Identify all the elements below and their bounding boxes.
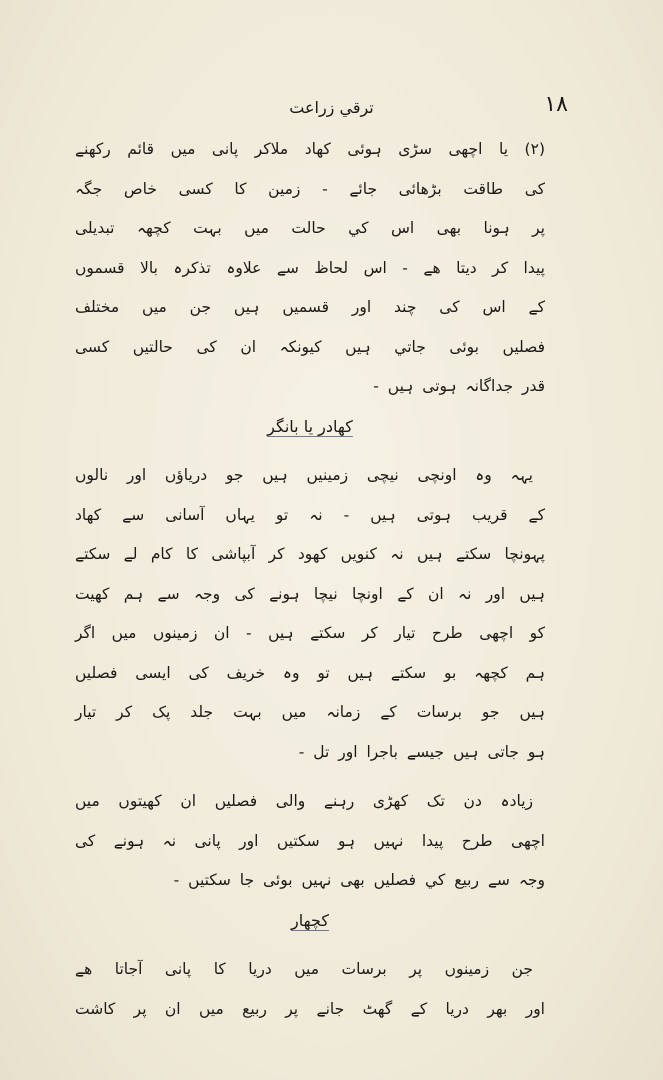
page-header — [95, 92, 568, 126]
heading-text: کھادر یا بانگر — [267, 416, 353, 436]
text-line: کے اس کی چند اور قسمیں ہیں جن میں مختلف — [75, 298, 545, 316]
text-line: جن زمینوں پر برسات میں دریا کا پانی آجاتا ھے — [75, 960, 533, 978]
text-line: ہیں اور نہ ان کے اونچا نیچا ہونے کی وجہ سے ہم کھیت — [75, 584, 545, 603]
text-line: (٢) یا اچھی سڑی ہوئی کھاد ملاکر پانی میں قائم رکھنے — [75, 140, 545, 158]
page-body — [75, 130, 545, 1029]
section-heading-kachhar — [75, 901, 545, 941]
text-line: ہم کچھہ بو سکتے ہیں تو وہ خریف کی ایسی فصلیں — [75, 663, 545, 682]
text-line: پیدا کر دیتا ھے - اس لحاظ سے علاوہ تذکرہ بالا قسموں — [75, 258, 545, 277]
text-line: یہہ وہ اونچی نیچی زمینیں ہیں جو دریاؤں اور نالوں — [75, 466, 533, 484]
section-heading-khadar — [75, 407, 545, 447]
text-line: ہو جاتی ہیں جیسے باجرا اور تل - — [298, 742, 545, 761]
text-line: کے قریب ہوتی ہیں - نہ تو یہاں آسانی سے کھاد — [75, 505, 545, 524]
text-line: کو اچھی طرح تیار کر سکتے ہیں - ان زمینوں میں اگر — [75, 624, 545, 642]
text-line: پر ہونا بھی اس کي حالت میں بہت کچھہ تبدیلی — [75, 219, 545, 237]
heading-text: کچھار — [291, 910, 329, 930]
text-line: قدر جداگانہ ہوتی ہیں - — [373, 377, 545, 395]
text-line: اور بھر دریا کے گھٹ جانے پر ربیع میں ان پر کاشت — [75, 999, 545, 1018]
text-line: زیادہ دن تک کھڑی رہنے والی فصلیں ان کھیتوں میں — [75, 792, 533, 810]
text-line: اچھی طرح پیدا نہیں ہو سکتیں اور پانی نہ ہونے کی — [75, 831, 545, 850]
page-number: ١٨ — [544, 92, 568, 117]
running-title: ترقي زراعت — [289, 98, 374, 117]
text-line: ہیں جو برسات کے زمانہ میں بہت جلد پک کر تیار — [75, 703, 545, 721]
text-line: پہونچا سکتے ہیں نہ کنویں کھود کر آبپاشی کا کام لے سکتے — [75, 545, 545, 563]
text-line: وجہ سے ربیع کي فصلیں بھی نہیں بوئی جا سکتیں - — [173, 871, 545, 889]
text-line: کی طاقت بڑھائی جائے - زمین کا کسی خاص جگہ — [75, 179, 545, 198]
text-line: فصلیں بوئی جاتي ہیں کیونکہ ان کی حالتیں کسی — [75, 337, 545, 356]
